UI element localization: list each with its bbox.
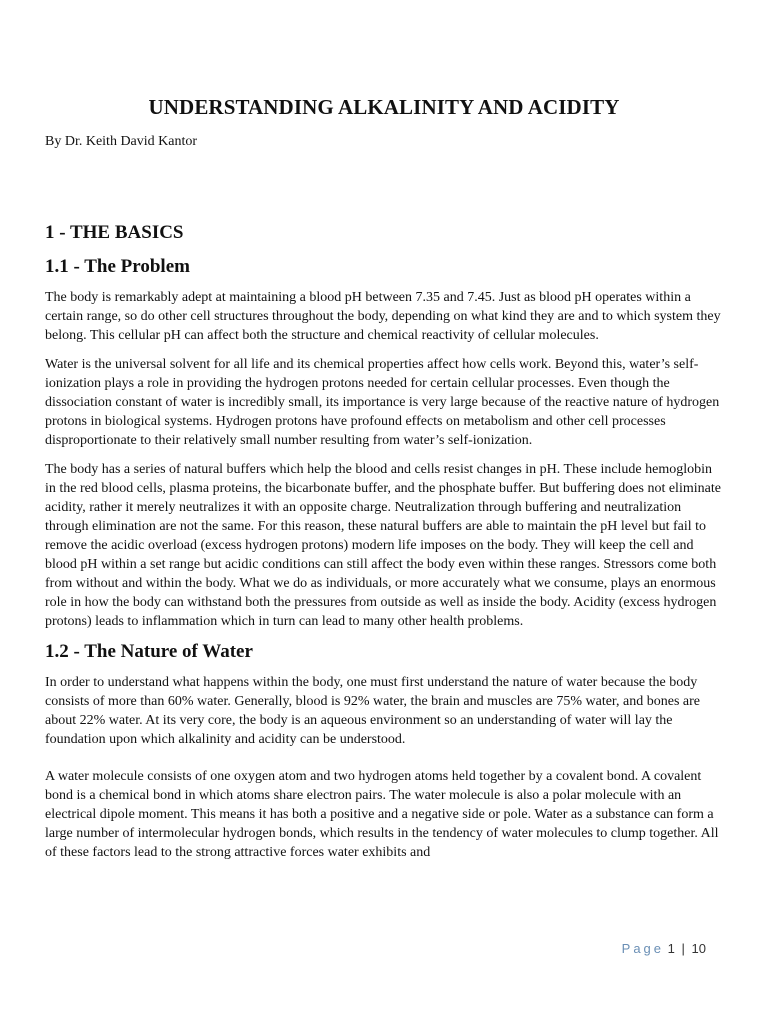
paragraph: The body has a series of natural buffers which help the blood and cells resist changes in pH. These include hemoglobin in the red blood cells, plasma proteins, the bicarbonate buffer, and the phosphate buffer. But buffering does not eliminate acidity, rather it merely neutralizes it with an opposite charge. Neutralization through buffering and neutralization through elimination are not the same. For this reason, these natural buffers are able to maintain the pH level but fail to remove the acidic overload (excess hydrogen protons) modern life imposes on the body. They will keep the cell and blood pH within a set range but acidic conditions can still affect the body even within these ranges. Stressors come both from without and within the body. What we do as individuals, or more accurately what we consume, plays an enormous role in how the body can withstand both the pressures from outside as well as inside the body. Acidity (excess hydrogen protons) leads to inflammation which in turn can lead to many other health problems. xyxy=(45,462,721,629)
author-line: By Dr. Keith David Kantor xyxy=(45,134,198,149)
paragraph: Water is the universal solvent for all life and its chemical properties affect how cells work. Beyond this, water’s self-ionization plays a role in providing the hydrogen protons needed for certain cellular processes. Even though the dissociation constant of water is incredibly small, its importance is very large because of the reactive nature of hydrogen protons in biological systems. Hydrogen protons have profound effects on metabolism and other cell processes disproportionate to their relatively small number resulting from water’s self-ionization. xyxy=(45,357,720,448)
page-number: 1 xyxy=(667,941,675,956)
page-separator: | xyxy=(681,941,685,956)
document-body xyxy=(45,222,723,872)
paragraph: The body is remarkably adept at maintaining a blood pH between 7.35 and 7.45. Just as blood pH operates within a certain range, so do other cell structures throughout the body, depending on what kind they are and to which system they belong. This cellular pH can affect both the structure and chemical reactivity of cellular molecules. xyxy=(45,290,721,343)
subsection-heading-problem: 1.1 - The Problem xyxy=(45,256,190,277)
document-title: UNDERSTANDING ALKALINITY AND ACIDITY xyxy=(148,95,620,119)
section-heading-basics: 1 - THE BASICS xyxy=(45,222,184,243)
paragraph: A water molecule consists of one oxygen atom and two hydrogen atoms held together by a covalent bond. A covalent bond is a chemical bond in which atoms share electron pairs. The water molecule is also a polar molecule with an electrical dipole moment. This means it has both a positive and a negative side or pole. Water as a substance can form a large number of intermolecular hydrogen bonds, which results in the tendency of water molecules to clump together. All of these factors lead to the strong attractive forces water exhibits and xyxy=(45,769,719,860)
page-footer xyxy=(622,941,706,956)
page-label: Page xyxy=(621,941,665,956)
paragraph: In order to understand what happens within the body, one must first understand the nature of water because the body consists of more than 60% water. Generally, blood is 92% water, the brain and muscles are 75% water, and bones are about 22% water. At its very core, the body is an aqueous environment so an understanding of water will lay the foundation upon which alkalinity and acidity can be understood. xyxy=(45,675,700,747)
page-total: 10 xyxy=(691,941,706,956)
subsection-heading-nature-of-water: 1.2 - The Nature of Water xyxy=(45,641,253,662)
